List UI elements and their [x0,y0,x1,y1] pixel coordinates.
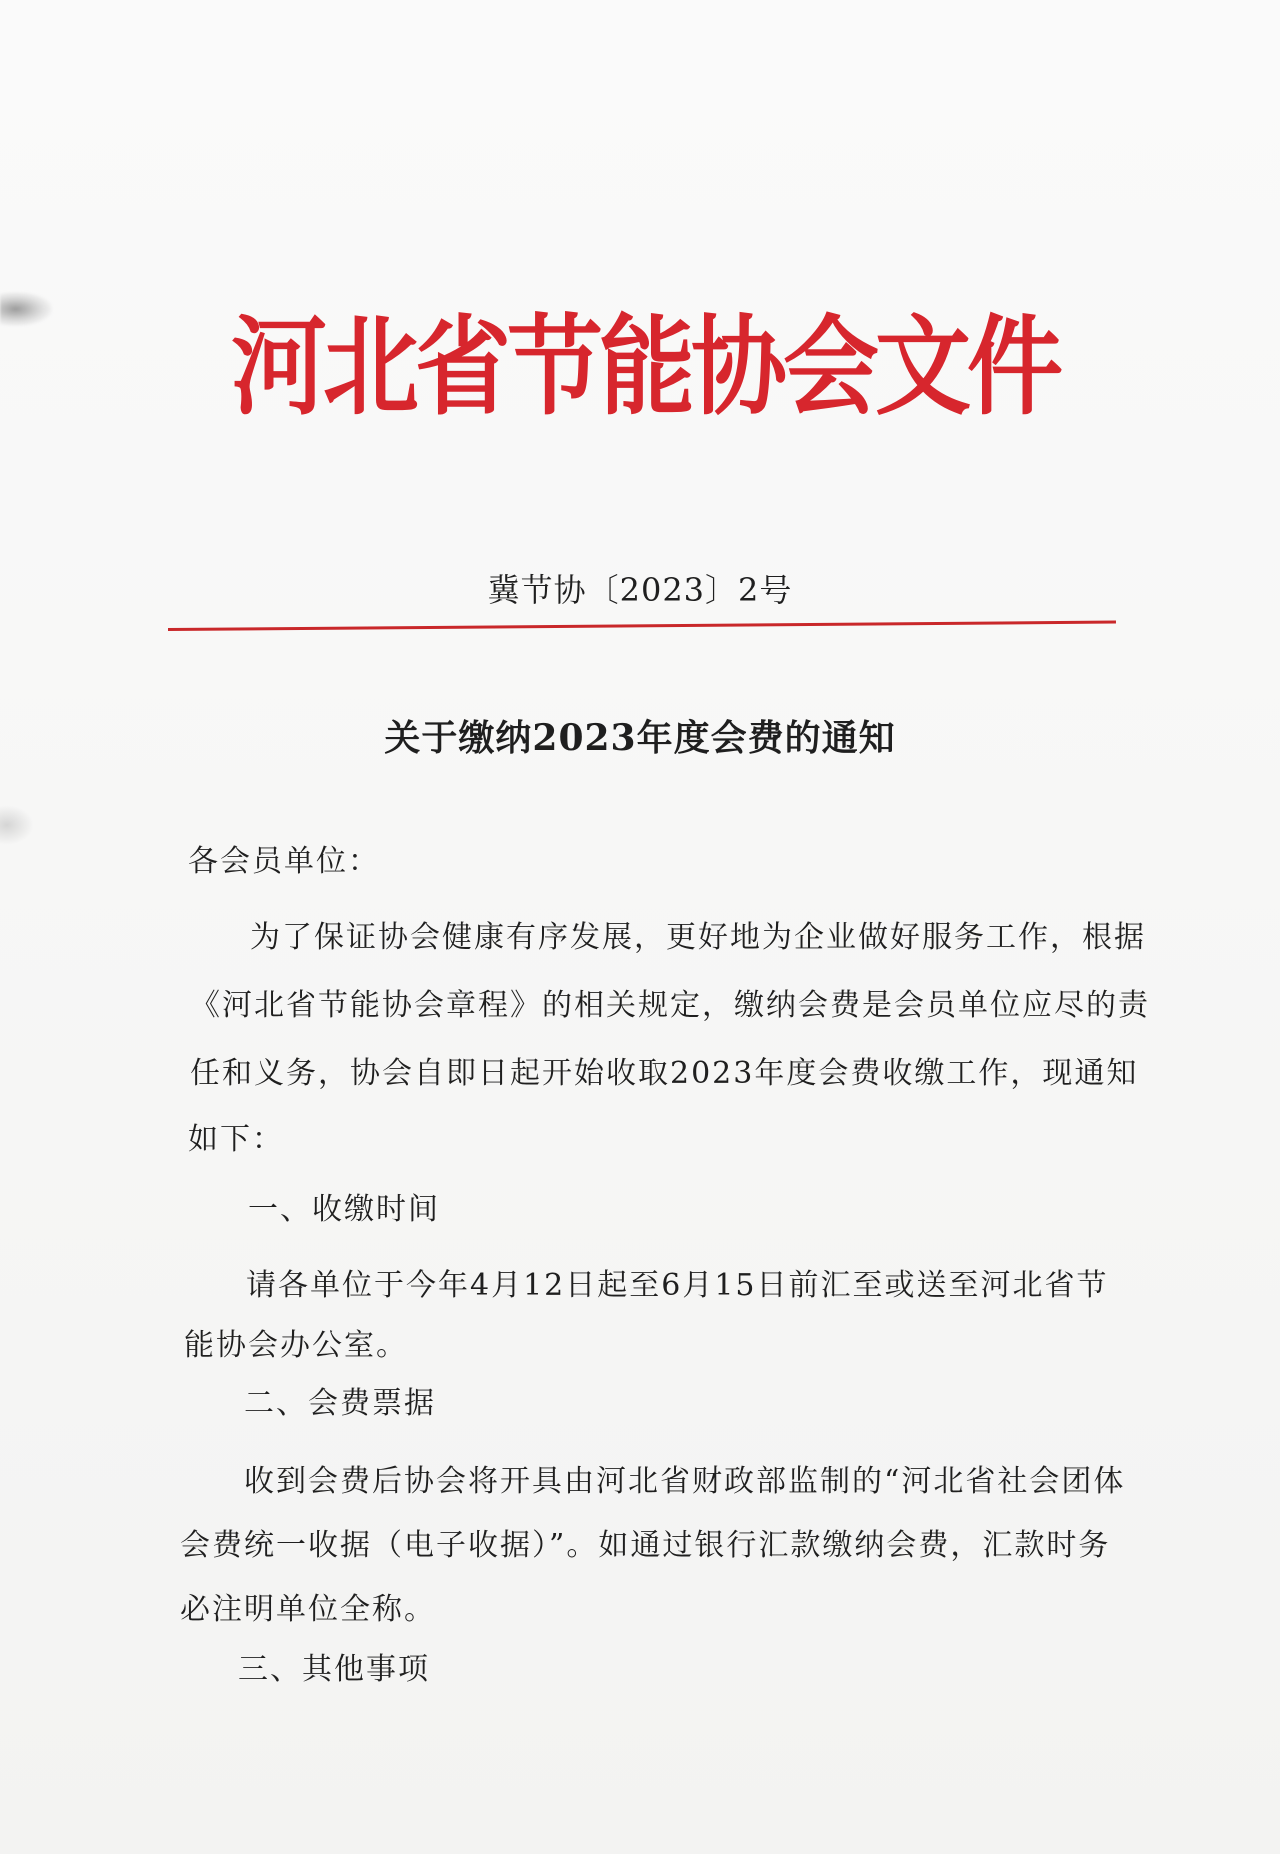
notice-title: 关于缴纳2023年度会费的通知 [384,717,896,759]
section-heading-other-matters: 三、其他事项 [238,1652,430,1687]
paragraph-line: 会费统一收据（电子收据）”。如通过银行汇款缴纳会费，汇款时务 [180,1528,1111,1563]
document-number: 冀节协〔2023〕2号 [487,571,793,609]
section-heading-collection-time: 一、收缴时间 [248,1192,440,1227]
paragraph-line: 能协会办公室。 [184,1328,408,1363]
salutation: 各会员单位： [188,844,380,879]
paragraph-line: 收到会费后协会将开具由河北省财政部监制的“河北省社会团体 [244,1464,1126,1499]
section-heading-fee-receipt: 二、会费票据 [244,1386,436,1421]
paragraph-line: 请各单位于今年4月12日起至6月15日前汇至或送至河北省节 [246,1268,1109,1303]
red-divider-line [168,621,1116,631]
paragraph-line: 为了保证协会健康有序发展，更好地为企业做好服务工作，根据 [250,920,1146,955]
scan-artifact [0,805,34,845]
paragraph-line: 《河北省节能协会章程》的相关规定，缴纳会费是会员单位应尽的责 [190,988,1150,1023]
paragraph-line: 如下： [188,1122,284,1157]
document-header-title: 河北省节能协会文件 [231,303,1059,430]
scan-artifact [0,292,52,326]
paragraph-line: 必注明单位全称。 [180,1592,436,1627]
paragraph-line: 任和义务，协会自即日起开始收取2023年度会费收缴工作，现通知 [190,1056,1139,1091]
